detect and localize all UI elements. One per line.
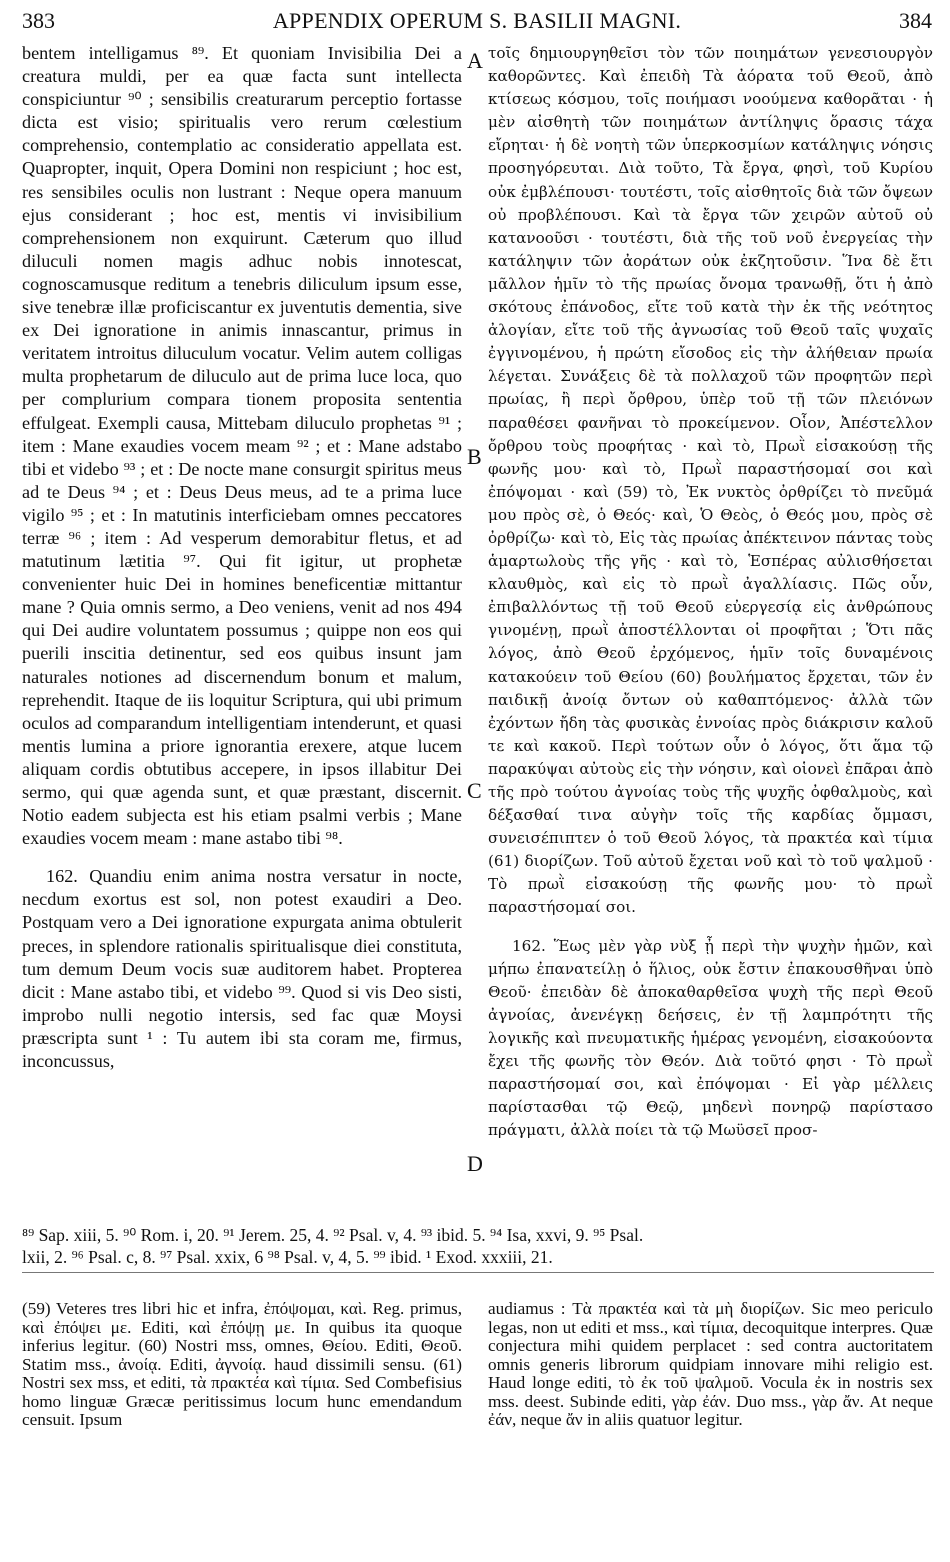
notes-right-text: audiamus : Τὰ πρακτέα καὶ τὰ μὴ διορίζων. Sic meo periculo legas, non ut editi et mss., καὶ τίμια, decoquitque interpres. Quæ conjectura mihi quidem perplacet : sed contra auctoritatem omnis generis librorum quidpiam innovare mihi religio est. Haud longe editi, τὸ ἐκ τοῦ ψαλμοῦ. Vocula ἐκ in nostris sex mss. deest. Subinde editi, γὰρ ἐάν. Duo mss., γὰρ ἄν. At neque ἐάν, neque ἄν in aliis quatuor legitur. bbox=[488, 1299, 933, 1429]
greek-paragraph-1: τοῖς δημιουργηθεῖσι τὸν τῶν ποιημάτων γενεσιουργὸν καθορῶντες. Καὶ ἐπειδὴ Τὰ ἀόρατα τοῦ Θεοῦ, ἀπὸ κτίσεως κόσμου, τοῖς ποιήμασι νοούμενα καθορᾶται · ἡ μὲν αἰσθητὴ τῶν ποιημάτων ἀντίληψις ὅρασις τάχα εἴρηται· ἡ δὲ νοητὴ τῶν ὑπερκοσμίων κατάληψις νόησις προσηγόρευται. Διὰ τοῦτο, Τὰ ἔργα, φησὶ, τοῦ Κυρίου οὐκ ἐμβλέπουσι· τουτέστι, τοῖς αἰσθητοῖς διὰ τῶν ὄψεων οὐ προβλέπουσι. Καὶ τὰ ἔργα τῶν χειρῶν αὐτοῦ οὐ κατανοοῦσι · τουτέστι, διὰ τῆς τοῦ νοῦ ἐνεργείας τὴν κατάληψιν τῶν ἀοράτων οὐκ ἐκζητοῦσιν. Ἵνα δὲ ἔτι μᾶλλον ἡμῖν τὸ τῆς πρωίας ὄνομα τρανωθῇ, ὅτι ἡ ἀπὸ σκότους ἐπάνοδος, εἴτε τοῦ κατὰ τὴν ἐκ τῆς νεότητος ἀλογίαν, εἴτε τοῦ τῆς ἀγνωσίας τοῦ Θεοῦ ταῖς ψυχαῖς ἐγγινομένου, ἡ πρώτη εἴσοδος εἰς τὴν ἀλήθειαν πρωία λέγεται. Συνάξεις δὲ τὰ πολλαχοῦ τῶν προφητῶν περὶ πρωίας, ἢ περὶ ὄρθρου, ὑπὲρ τοῦ τῇ τῶν πλειόνων παραθέσει φανῆναι τὸ προκείμενον. Οἷον, Ἀπέστελλον ὄρθρου τοὺς προφήτας · καὶ τὸ, Πρωῒ εἰσακούσῃ τῆς φωνῆς μου· καὶ τὸ, Πρωῒ παραστήσομαί σοι καὶ ἐπόψομαι · καὶ (59) τὸ, Ἐκ νυκτὸς ὀρθρίζει τὸ πνεῦμά μου πρὸς σὲ, ὁ Θεός· καὶ, Ὁ Θεὸς, ὁ Θεός μου, πρὸς σὲ ὀρθρίζω· καὶ τὸ, Εἰς τὰς πρωίας ἀπέκτεινον πάντας τοὺς ἁμαρτωλοὺς τῆς γῆς · καὶ τὸ, Ἑσπέρας αὐλισθήσεται κλαυθμὸς, καὶ εἰς τὸ πρωῒ ἀγαλλίασις. Πῶς οὖν, ἐπιβαλλόντως τῇ τοῦ Θεοῦ εὐεργεσίᾳ εἰς ἀνθρώπους γινομένῃ, πρωῒ ἀποστέλλονται οἱ προφῆται ; Ὅτι πᾶς λόγος, ἀπὸ Θεοῦ ἐρχόμενος, ἡμῖν τοῖς δυναμένοις κατακούειν τοῦ Θείου (60) βουλήματος ἔρχεται, τῶν ἐν παιδικῇ ἀνοίᾳ ὄντων οὐ καθαπτόμενος· ἀλλὰ τῶν ἐχόντων ἤδη τὰς φυσικὰς ἐννοίας πρὸς διάκρισιν καλοῦ τε καὶ κακοῦ. Περὶ τούτων οὖν ὁ λόγος, ὅτι ἅμα τῷ παρακύψαι αὐτοὺς εἰς τὴν νόησιν, καὶ οἱονεὶ ἐπᾶραι ἀπὸ τῆς πρὸ τούτου ἀγνοίας τοὺς τῆς ψυχῆς ὀφθαλμοὺς, καὶ δέξασθαί τινα αὐγὴν τοῖς τῆς καρδίας ὄμμασι, συνεισέπιπτεν ὁ τοῦ Θεοῦ λόγος, τὰ πρακτέα καὶ τίμια (61) διορίζων. Τοῦ αὐτοῦ ἔχεται νοῦ καὶ τὸ τοῦ ψαλμοῦ · Τὸ πρωῒ εἰσακούσῃ τῆς φωνῆς μου· τὸ πρωῒ παραστήσομαί σοι. bbox=[488, 44, 933, 917]
notes-left-text: (59) Veteres tres libri hic et infra, ἐπόψομαι, καὶ. Reg. primus, καὶ ἐπόψει με. Editi, καὶ ἐπόψῃ με. In quibus ita quoque inferius legitur. (60) Nostri mss, omnes, Θείου. Editi, Θεοῦ. Statim mss., ἀνοίᾳ. Editi, ἀγνοίᾳ. haud dissimili sensu. (61) Nostri sex mss, et editi, τὰ πρακτέα καὶ τίμια. Sed Combefisius homo linguæ Græcæ peritissimus locum hunc emendandum censuit. Ipsum bbox=[22, 1299, 462, 1429]
footnote-line-1: ⁸⁹ Sap. xiii, 5. ⁹⁰ Rom. i, 20. ⁹¹ Jerem. 25, 4. ⁹² Psal. v, 4. ⁹³ ibid. 5. ⁹⁴ Isa, xxvi, 9. ⁹⁵ Psal. bbox=[22, 1225, 644, 1245]
critical-notes-right bbox=[488, 1300, 933, 1430]
page-header bbox=[22, 8, 932, 38]
critical-notes-left bbox=[22, 1300, 462, 1430]
footnote-line-2: lxii, 2. ⁹⁶ Psal. c, 8. ⁹⁷ Psal. xxix, 6 ⁹⁸ Psal. v, 4, 5. ⁹⁹ ibid. ¹ Exod. xxxiii, 21. bbox=[22, 1247, 553, 1267]
latin-column bbox=[22, 42, 462, 1073]
page-number-left: 383 bbox=[22, 8, 55, 33]
greek-column bbox=[488, 42, 933, 1142]
page-number-right: 384 bbox=[899, 8, 932, 33]
greek-paragraph-162: 162. Ἕως μὲν γὰρ νὺξ ᾖ περὶ τὴν ψυχὴν ἡμῶν, καὶ μήπω ἐπανατείλῃ ὁ ἥλιος, οὐκ ἔστιν ἐπακουσθῆναι ὑπὸ Θεοῦ· ἐπειδὰν δὲ ἀποκαθαρθεῖσα ψυχὴ τῆς περὶ Θεοῦ ἀγνοίας, ἀνενέγκῃ δεήσεις, ἐν τῇ λαμπρότητι τῆς λογικῆς καὶ πνευματικῆς ἡμέρας γενομένη, εἰσακούοντα ἔχει τῆς φωνῆς τὸν Θεόν. Διὰ τοῦτό φησι · Τὸ πρωῒ παραστήσομαί σοι, καὶ ἐπόψομαι · Εἰ γὰρ μέλλεις παρίστασθαι τῷ Θεῷ, μηδενὶ πονηρῷ παρίστασο πράγματι, ἀλλὰ ποίει τὰ τῷ Μωϋσεῖ προσ- bbox=[488, 936, 933, 1140]
column-marker-a: A bbox=[467, 48, 483, 73]
latin-paragraph-1: bentem intelligamus ⁸⁹. Et quoniam Invisibilia Dei a creatura muldi, per ea quæ facta sunt intellecta conspiciuntur ⁹⁰ ; sensibilis creaturarum perceptio fortasse dicta est visio; spiritualis vero rerum cœlestium comprehensio, contemplatio ac consideratio appellata est. Quapropter, inquit, Opera Domini non respiciunt ; hoc est, res sensibiles oculis non lustrant : Neque opera manuum ejus considerant ; hoc est, mentis vi invisibilium comprehensionem non exquirunt. Cæterum quo illud diluculi nomen magis adhuc nobis innotescat, cognoscamusque reditum a tenebris diliculum ipsum esse, sive tenebræ illæ proficiscantur ex juventutis dementia, sive ex Dei ignoratione in animis innascantur, primus in veritatem introitus diluculum vocatur. Velim autem colligas multa prophetarum de diluculo aut de prima luce loca, quo per complurium compara tionem proposita sententia effulgeat. Exempli causa, Mittebam diluculo prophetas ⁹¹ ; item : Mane exaudies vocem meam ⁹² ; et : Mane adstabo tibi et videbo ⁹³ ; et : De nocte mane consurgit spiritus meus ad te Deus ⁹⁴ ; et : Deus Deus meus, ad te a prima luce vigilo ⁹⁵ ; et : In matutinis interficiebam omnes peccatores terræ ⁹⁶ ; item : Ad vesperum demorabitur fletus, et ad matutinum lætitia ⁹⁷. Qui fit igitur, ut prophetæ convenienter huic Dei in homines beneficentiæ mittantur mane ? Quia omnis sermo, a Deo veniens, venit ad nos 494 qui Dei audire voluntatem possumus ; quippe non eos qui puerili inscitia detinentur, sed eos quibus insunt jam naturales notiones ad discernendum bonum et malum, reprehendit. Itaque de iis loquitur Scriptura, qui ubi primum oculos ad comparandum intelligentiam intenderunt, et quasi mentis lumina a priore ignorantia erexere, atque lucem aliquam cordis obtutibus accepere, in ipsos illabitur Dei sermo, qui quæ agenda sunt, et quæ præstant, discernit. Notio eadem subjecta est his etiam psalmi verbis ; Mane exaudies vocem meam : mane astabo tibi ⁹⁸. bbox=[22, 43, 462, 849]
latin-paragraph-162: 162. Quandiu enim anima nostra versatur in nocte, necdum exortus est sol, non potest exaudiri a Deo. Postquam vero a Dei ignoratione expurgata anima obtulerit preces, in splendore rationalis spiritualisque diei constituta, tum demum Deum vocis suæ auditorem habet. Propterea dicit : Mane astabo tibi, et videbo ⁹⁹. Quod si vis Deo sisti, improbo nulli negotio intersis, sed fac quæ Moysi præscripta sunt ¹ : Tu autem ibi sta coram me, firmus, inconcussus, bbox=[22, 866, 462, 1072]
column-marker-d: D bbox=[467, 1151, 483, 1176]
column-marker-b: B bbox=[467, 444, 482, 469]
notes-divider bbox=[22, 1272, 934, 1273]
scripture-footnotes bbox=[22, 1224, 934, 1268]
running-title: APPENDIX OPERUM S. BASILII MAGNI. bbox=[272, 8, 682, 33]
column-marker-c: C bbox=[467, 778, 482, 803]
